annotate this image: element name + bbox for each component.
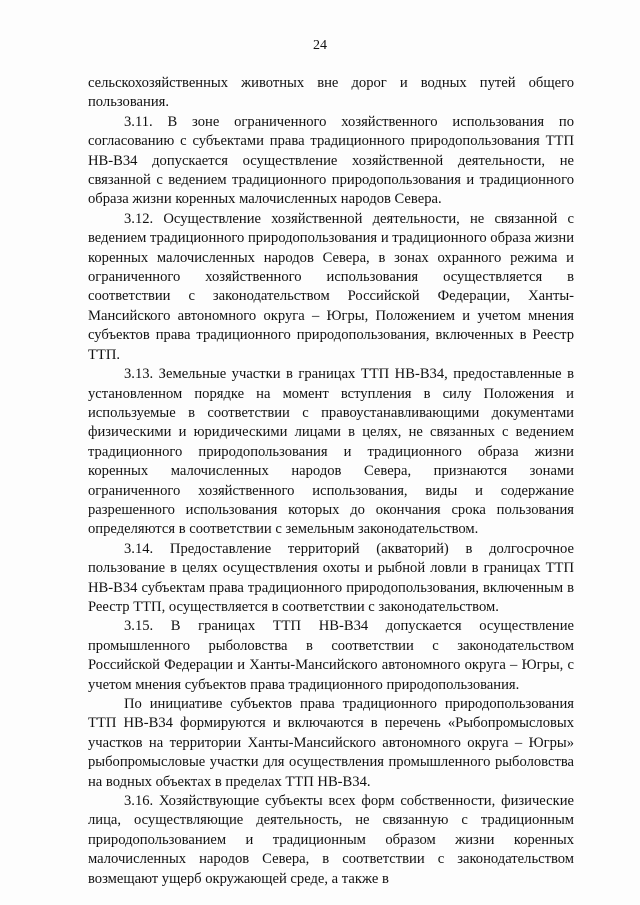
page-number: 24 xyxy=(313,38,327,53)
document-body xyxy=(88,74,574,889)
paragraph-3-16: 3.16. Хозяйствующие субъекты всех форм собственности, физические лица, осуществляющие деятельность, не связанную с традиционным природопользованием и традиционным образом жизни коренных малочисленных народов Севера, в соответствии с законодательством возмещают ущерб окружающей среде, а также в xyxy=(88,793,574,887)
paragraph-3-12: 3.12. Осуществление хозяйственной деятельности, не связанной с ведением традиционного природопользования и традиционного образа жизни коренных малочисленных народов Севера, в зонах охранного режима и ограниченного хозяйственного использования осуществляется в соответствии с законодательством Российской Федерации, Ханты-Мансийского автономного округа – Югры, Положением и учетом мнения субъектов права традиционного природопользования, включенных в Реестр ТТП. xyxy=(88,210,574,363)
paragraph-3-13: 3.13. Земельные участки в границах ТТП НВ-В34, предоставленные в установленном порядке на момент вступления в силу Положения и используемые в соответствии с правоустанавливающими документами физическими и юридическими лицами в целях, не связанных с ведением традиционного природопользования и традиционного образа жизни коренных малочисленных народов Севера, признаются зонами ограниченного хозяйственного использования, виды и содержание разрешенного использования которых до окончания срока пользования определяются в соответствии с земельным законодательством. xyxy=(88,366,574,538)
paragraph-continuation: сельскохозяйственных животных вне дорог и водных путей общего пользования. xyxy=(88,75,574,111)
paragraph-3-15: 3.15. В границах ТТП НВ-В34 допускается осуществление промышленного рыболовства в соответствии с законодательством Российской Федерации и Ханты-Мансийского автономного округа – Югры, с учетом мнения субъектов права традиционного природопользования. xyxy=(88,618,574,693)
paragraph-3-11: 3.11. В зоне ограниченного хозяйственного использования по согласованию с субъектами права традиционного природопользования ТТП НВ-В34 допускается осуществление хозяйственной деятельности, не связанной с ведением традиционного природопользования и традиционного образа жизни коренных малочисленных народов Севера. xyxy=(88,113,574,208)
paragraph-3-14: 3.14. Предоставление территорий (акваторий) в долгосрочное пользование в целях осуществления охоты и рыбной ловли в границах ТТП НВ-В34 субъектам права традиционного природопользования, включенным в Реестр ТТП, осуществляется в соответствии с законодательством. xyxy=(88,540,574,615)
paragraph-initiative: По инициативе субъектов права традиционного природопользования ТТП НВ-В34 формируются и включаются в перечень «Рыбопромысловых участков на территории Ханты-Мансийского автономного округа – Югры» рыбопромысловые участки для осуществления промышленного рыболовства на водных объектах в пределах ТТП НВ-В34. xyxy=(88,696,574,790)
